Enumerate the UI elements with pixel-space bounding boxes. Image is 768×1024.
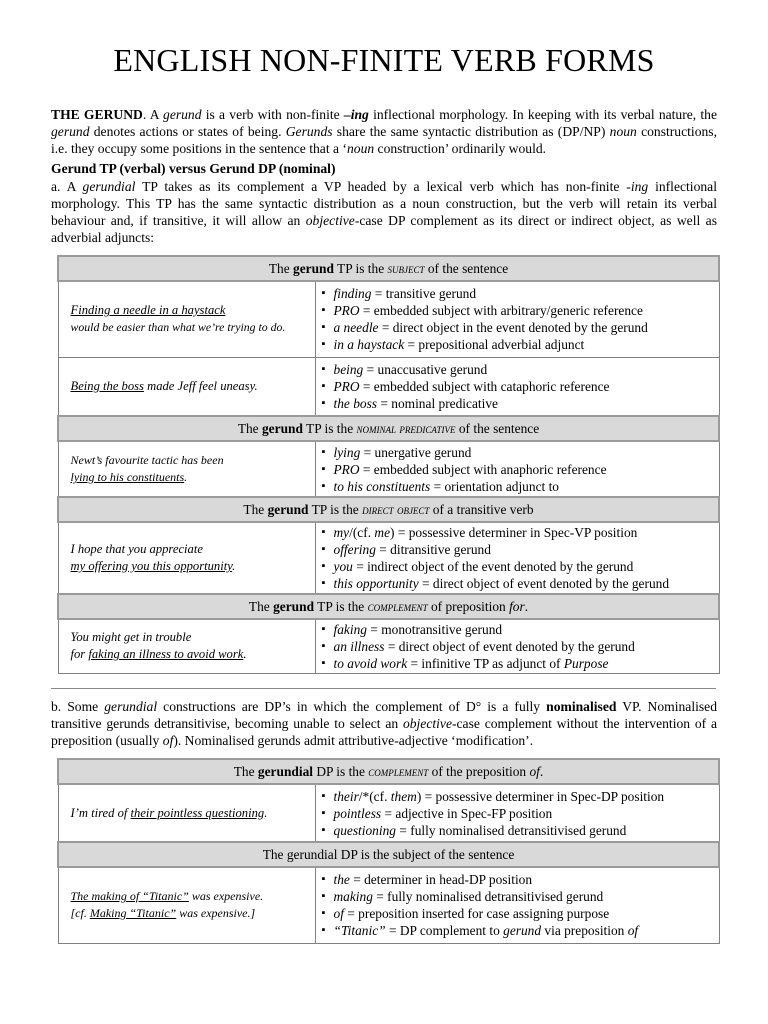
list-item: ▪ making = fully nominalised detransitivised gerund <box>322 888 719 905</box>
list-item: ▪ in a haystack = prepositional adverbial adjunct <box>322 336 719 353</box>
table-header-complement-of: The gerundial DP is the complement of the preposition of. <box>58 759 719 784</box>
list-item: ▪ finding = transitive gerund <box>322 285 719 302</box>
list-item: ▪ their/*(cf. them) = possessive determiner in Spec-DP position <box>322 788 719 805</box>
table-row <box>58 522 719 594</box>
list-item: ▪ PRO = embedded subject with cataphoric reference <box>322 378 719 395</box>
list-item: ▪ questioning = fully nominalised detransitivised gerund <box>322 822 719 839</box>
analysis-cell <box>315 441 719 497</box>
analysis-cell <box>315 281 719 357</box>
list-item: ▪ the = determiner in head-DP position <box>322 871 719 888</box>
list-item: ▪ you = indirect object of the event denoted by the gerund <box>322 558 719 575</box>
section-divider <box>51 688 716 689</box>
example-cell: Newt’s favourite tactic has been lying to his constituents. <box>58 441 315 497</box>
example-cell: Being the boss made Jeff feel uneasy. <box>58 357 315 416</box>
table-row <box>58 281 719 357</box>
list-item: ▪ offering = ditransitive gerund <box>322 541 719 558</box>
section-a-heading: Gerund TP (verbal) versus Gerund DP (nominal) <box>51 161 336 176</box>
example-cell: I’m tired of their pointless questioning. <box>58 784 315 842</box>
table-header-subject: The gerund TP is the subject of the sentence <box>58 256 719 281</box>
list-item: ▪ pointless = adjective in Spec-FP position <box>322 805 719 822</box>
table-row <box>58 784 719 842</box>
table-header-direct-object: The gerund TP is the direct object of a transitive verb <box>58 497 719 522</box>
list-item: ▪ to avoid work = infinitive TP as adjunct of Purpose <box>322 655 719 672</box>
table-header-complement: The gerund TP is the complement of preposition for. <box>58 594 719 619</box>
example-cell: Finding a needle in a haystack would be easier than what we’re trying to do. <box>58 281 315 357</box>
list-item: ▪ PRO = embedded subject with anaphoric reference <box>322 461 719 478</box>
table-row <box>58 619 719 673</box>
section-a-paragraph: a. A gerundial TP takes as its complement a VP headed by a lexical verb which has non-finite -ing inflectional morphology. This TP has the same syntactic distribution as a noun construction, but the verb will retain its verbal behaviour and, if transitive, it will allow an objective-case DP complement as its direct or indirect object, as well as adverbial adjuncts: <box>51 179 718 245</box>
table-header-subject-dp: The gerundial DP is the subject of the sentence <box>58 842 719 867</box>
intro-paragraph: THE GERUND. A gerund is a verb with non-finite –ing inflectional morphology. In keeping with its verbal nature, the gerund denotes actions or states of being. Gerunds share the same syntactic distribution as (DP/NP) noun constructions, i.e. they occupy some positions in the sentence that a ‘noun construction’ ordinarily would. <box>51 107 718 156</box>
table-row <box>58 441 719 497</box>
list-item: ▪ “Titanic” = DP complement to gerund via preposition of <box>322 922 719 939</box>
gerund-tp-table <box>57 255 720 674</box>
example-cell: I hope that you appreciate my offering you this opportunity. <box>58 522 315 594</box>
list-item: ▪ lying = unergative gerund <box>322 444 719 461</box>
analysis-cell <box>315 867 719 943</box>
example-cell: You might get in trouble for faking an illness to avoid work. <box>58 619 315 673</box>
list-item: ▪ of = preposition inserted for case assigning purpose <box>322 905 719 922</box>
analysis-cell <box>315 522 719 594</box>
analysis-cell <box>315 357 719 416</box>
analysis-cell <box>315 619 719 673</box>
list-item: ▪ this opportunity = direct object of event denoted by the gerund <box>322 575 719 592</box>
list-item: ▪ my/(cf. me) = possessive determiner in Spec-VP position <box>322 524 719 541</box>
list-item: ▪ being = unaccusative gerund <box>322 361 719 378</box>
table-row <box>58 867 719 943</box>
table-header-predicative: The gerund TP is the nominal predicative of the sentence <box>58 416 719 441</box>
page-title: ENGLISH NON-FINITE VERB FORMS <box>113 42 655 78</box>
list-item: ▪ to his constituents = orientation adjunct to <box>322 478 719 495</box>
list-item: ▪ faking = monotransitive gerund <box>322 621 719 638</box>
list-item: ▪ a needle = direct object in the event denoted by the gerund <box>322 319 719 336</box>
table-row <box>58 357 719 416</box>
list-item: ▪ an illness = direct object of event denoted by the gerund <box>322 638 719 655</box>
section-b-paragraph: b. Some gerundial constructions are DP’s in which the complement of D° is a fully nominalised VP. Nominalised transitive gerunds detransitivise, becoming unable to select an objective-case complement without the intervention of a preposition (usually of). Nominalised gerunds admit attributive-adjective ‘modification’. <box>51 699 717 748</box>
list-item: ▪ PRO = embedded subject with arbitrary/generic reference <box>322 302 719 319</box>
gerundial-dp-table <box>57 758 720 944</box>
example-cell: The making of “Titanic” was expensive. [cf. Making “Titanic” was expensive.] <box>58 867 315 943</box>
analysis-cell <box>315 784 719 842</box>
list-item: ▪ the boss = nominal predicative <box>322 395 719 412</box>
